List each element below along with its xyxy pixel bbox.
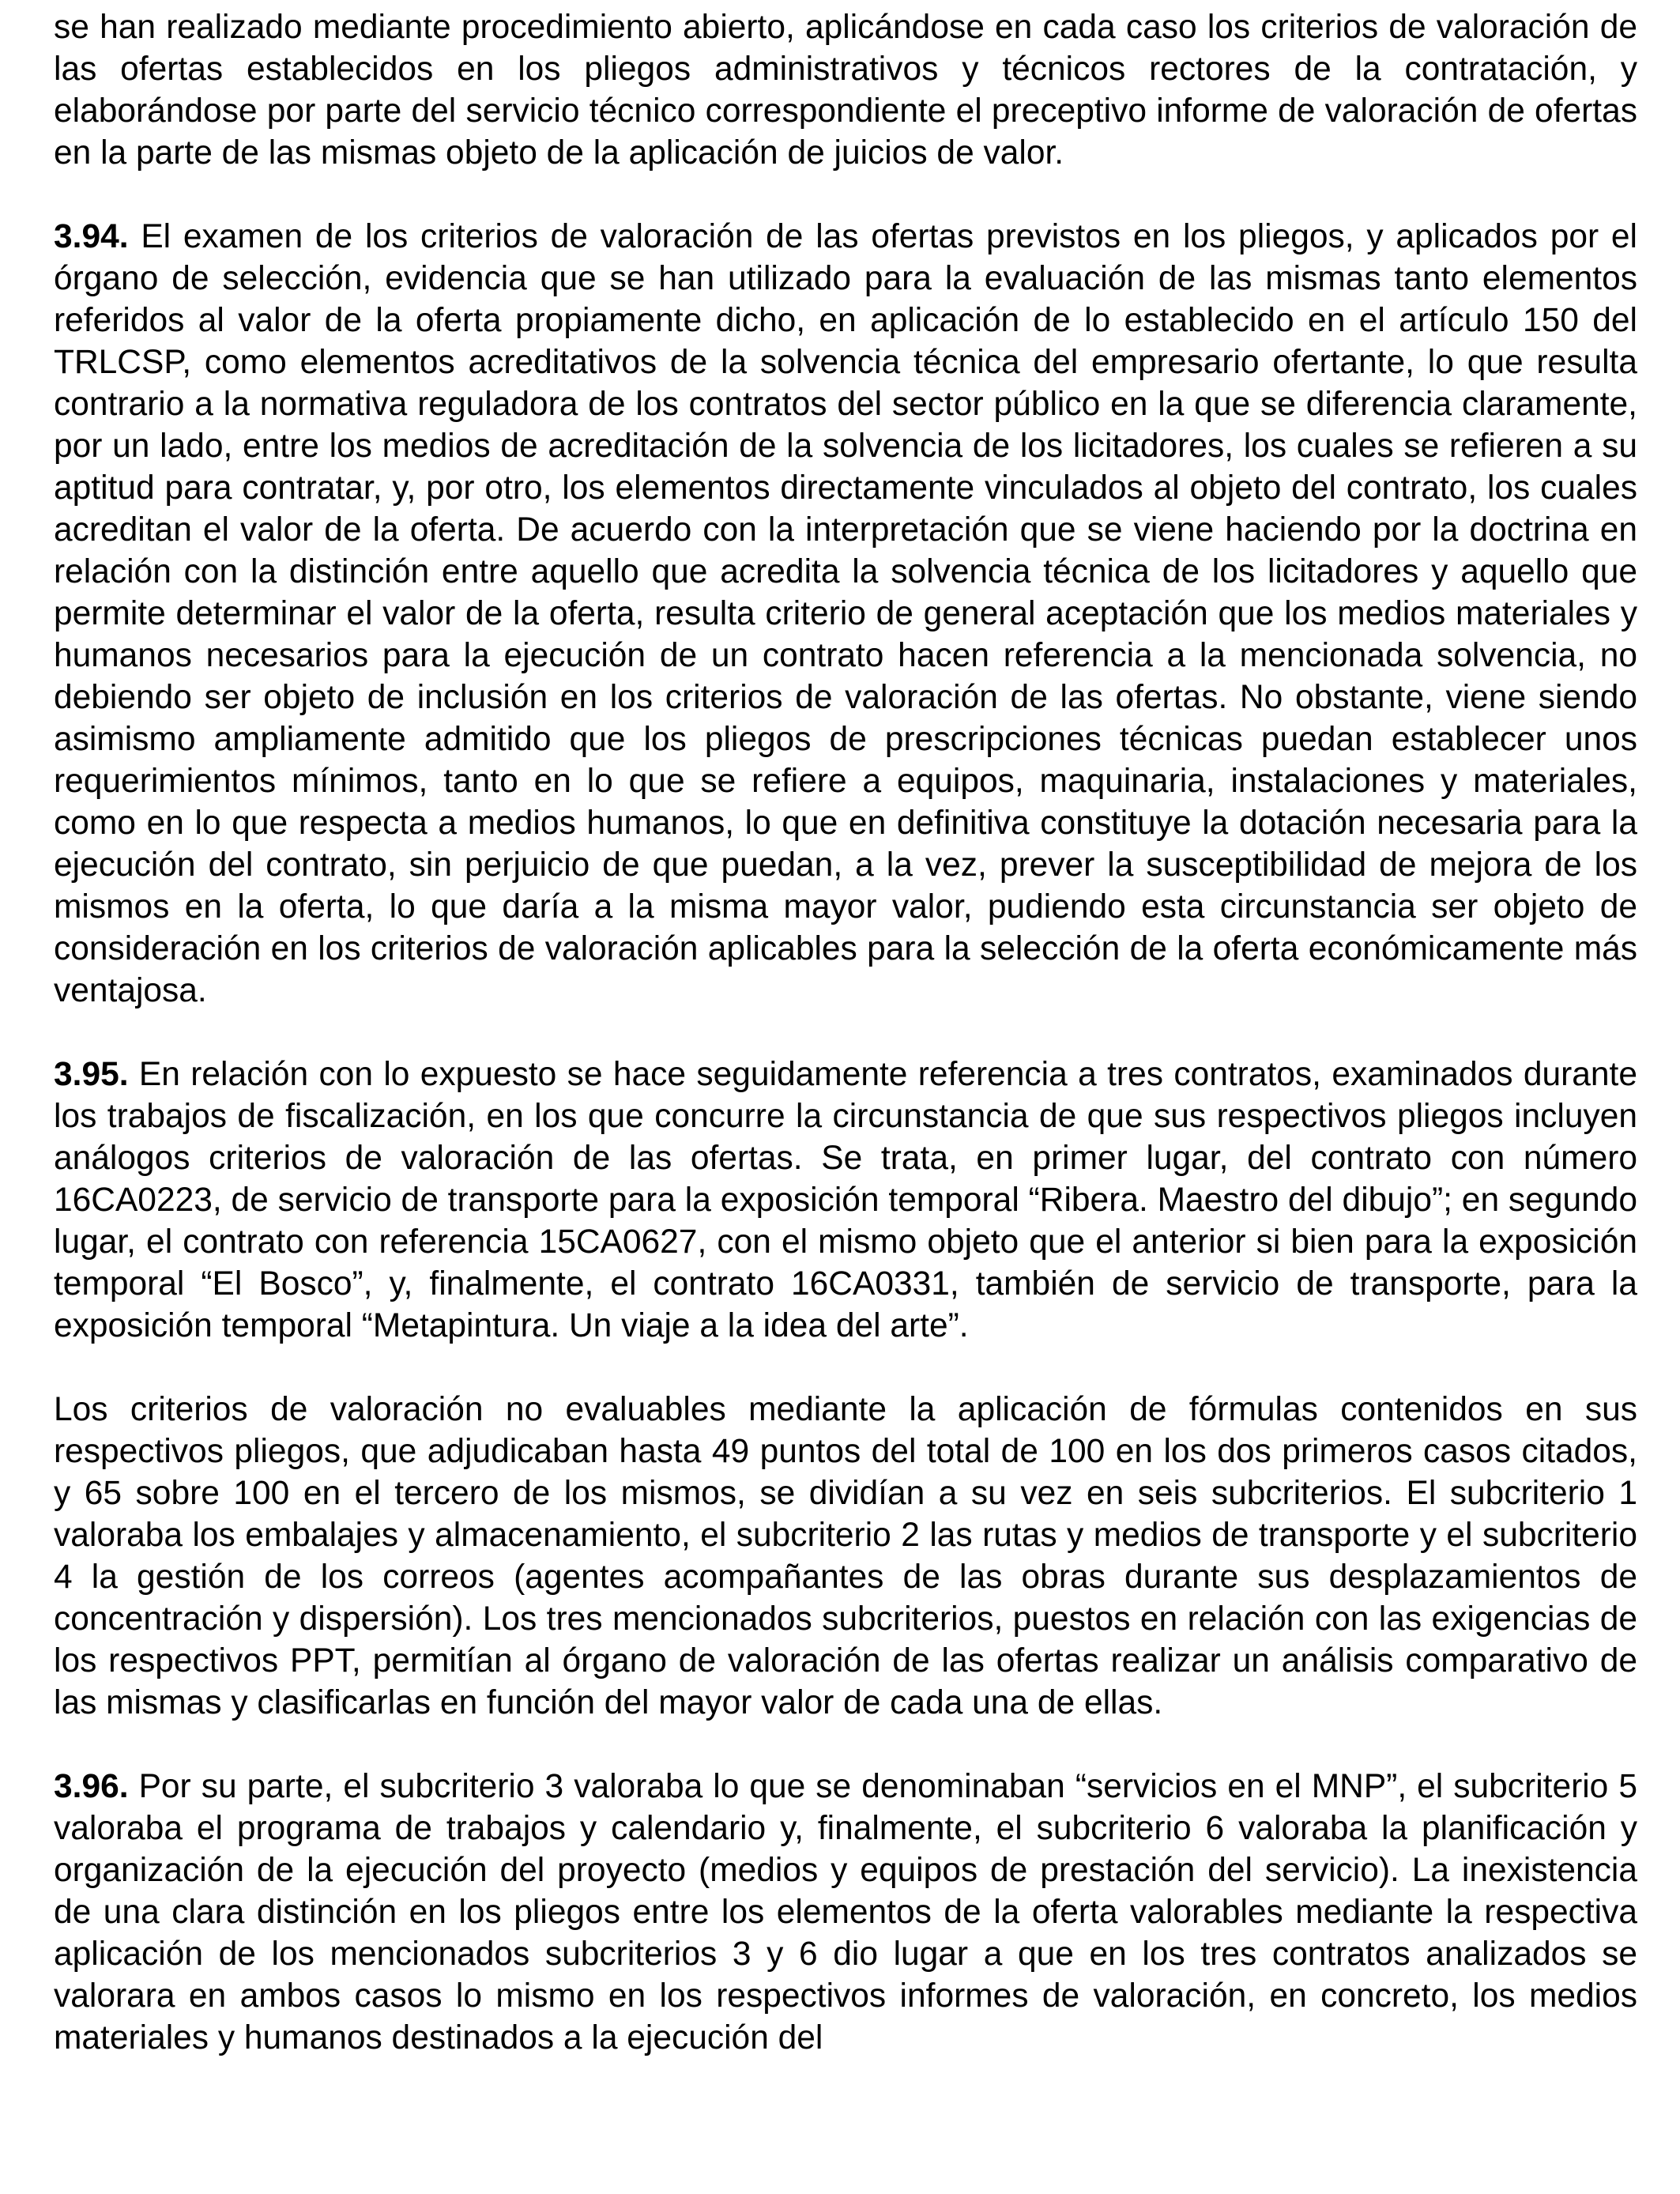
paragraph-text: se han realizado mediante procedimiento abierto, aplicándose en cada caso los criterios de valoración de las ofertas establecidos en los pliegos administrativos y técnicos rectores de la contratación, y elaborándose por parte del servicio técnico correspondiente el preceptivo informe de valoración de ofertas en la parte de las mismas objeto de la aplicación de juicios de valor. — [54, 9, 1637, 172]
paragraph-text: Por su parte, el subcriterio 3 valoraba lo que se denominaban “servicios en el MNP”, el subcriterio 5 valoraba el programa de trabajos y calendario y, finalmente, el subcriterio 6 valoraba la planificación y organización de la ejecución del proyecto (medios y equipos de prestación del servicio). La inexistencia de una clara distinción en los pliegos entre los elementos de la oferta valorables mediante la respectiva aplicación de los mencionados subcriterios 3 y 6 dio lugar a que en los tres contratos analizados se valorara en ambos casos lo mismo en los respectivos informes de valoración, en concreto, los medios materiales y humanos destinados a la ejecución del — [54, 1768, 1637, 2056]
paragraph-intro-continuation — [54, 6, 1637, 174]
paragraph-3-95 — [54, 1054, 1637, 1347]
document-page — [54, 6, 1637, 2059]
paragraph-text: En relación con lo expuesto se hace seguidamente referencia a tres contratos, examinados durante los trabajos de fiscalización, en los que concurre la circunstancia de que sus respectivos pliegos incluyen análogos criterios de valoración de las ofertas. Se trata, en primer lugar, del contrato con número 16CA0223, de servicio de transporte para la exposición temporal “Ribera. Maestro del dibujo”; en segundo lugar, el contrato con referencia 15CA0627, con el mismo objeto que el anterior si bien para la exposición temporal “El Bosco”, y, finalmente, el contrato 16CA0331, también de servicio de transporte, para la exposición temporal “Metapintura. Un viaje a la idea del arte”. — [54, 1056, 1637, 1344]
paragraph-text: Los criterios de valoración no evaluables mediante la aplicación de fórmulas contenidos en sus respectivos pliegos, que adjudicaban hasta 49 puntos del total de 100 en los dos primeros casos citados, y 65 sobre 100 en el tercero de los mismos, se dividían a su vez en seis subcriterios. El subcriterio 1 valoraba los embalajes y almacenamiento, el subcriterio 2 las rutas y medios de transporte y el subcriterio 4 la gestión de los correos (agentes acompañantes de las obras durante sus desplazamientos de concentración y dispersión). Los tres mencionados subcriterios, puestos en relación con las exigencias de los respectivos PPT, permitían al órgano de valoración de las ofertas realizar un análisis comparativo de las mismas y clasificarlas en función del mayor valor de cada una de ellas. — [54, 1391, 1637, 1721]
paragraph-number: 3.94. — [54, 218, 129, 255]
paragraph-3-96 — [54, 1766, 1637, 2059]
paragraph-text: El examen de los criterios de valoración de las ofertas previstos en los pliegos, y aplicados por el órgano de selección, evidencia que se han utilizado para la evaluación de las mismas tanto elementos referidos al valor de la oferta propiamente dicho, en aplicación de lo establecido en el artículo 150 del TRLCSP, como elementos acreditativos de la solvencia técnica del empresario ofertante, lo que resulta contrario a la normativa reguladora de los contratos del sector público en la que se diferencia claramente, por un lado, entre los medios de acreditación de la solvencia de los licitadores, los cuales se refieren a su aptitud para contratar, y, por otro, los elementos directamente vinculados al objeto del contrato, los cuales acreditan el valor de la oferta. De acuerdo con la interpretación que se viene haciendo por la doctrina en relación con la distinción entre aquello que acredita la solvencia técnica de los licitadores y aquello que permite determinar el valor de la oferta, resulta criterio de general aceptación que los medios materiales y humanos necesarios para la ejecución de un contrato hacen referencia a la mencionada solvencia, no debiendo ser objeto de inclusión en los criterios de valoración de las ofertas. No obstante, viene siendo asimismo ampliamente admitido que los pliegos de prescripciones técnicas puedan establecer unos requerimientos mínimos, tanto en lo que se refiere a equipos, maquinaria, instalaciones y materiales, como en lo que respecta a medios humanos, lo que en definitiva constituye la dotación necesaria para la ejecución del contrato, sin perjuicio de que puedan, a la vez, prever la susceptibilidad de mejora de los mismos en la oferta, lo que daría a la misma mayor valor, pudiendo esta circunstancia ser objeto de consideración en los criterios de valoración aplicables para la selección de la oferta económicamente más ventajosa. — [54, 218, 1638, 1009]
paragraph-number: 3.96. — [54, 1768, 129, 1805]
paragraph-criteria — [54, 1389, 1637, 1724]
paragraph-number: 3.95. — [54, 1056, 129, 1093]
paragraph-3-94 — [54, 216, 1637, 1012]
